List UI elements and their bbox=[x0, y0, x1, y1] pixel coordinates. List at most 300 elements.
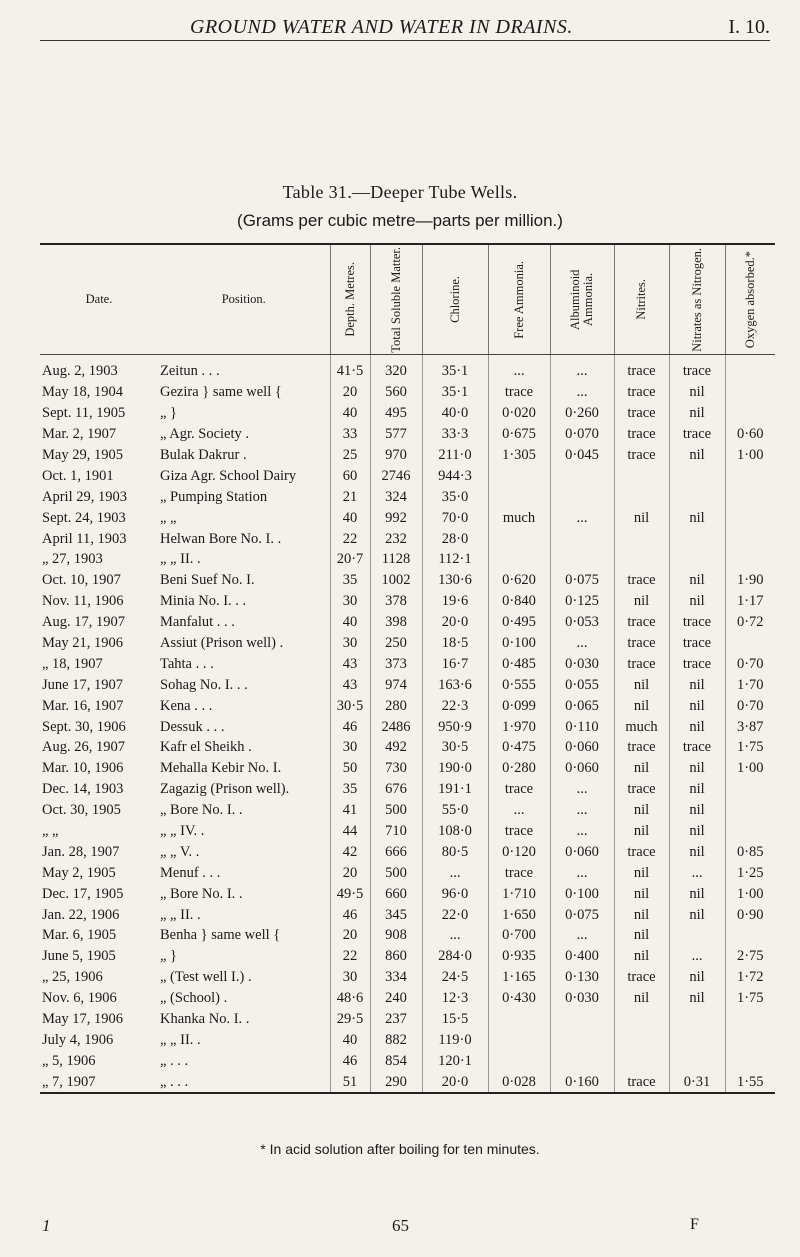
cell-position: Assiut (Prison well) . bbox=[160, 635, 284, 652]
cell-nitrates: nil bbox=[669, 507, 725, 528]
cell-oxygen-absorbed bbox=[725, 800, 775, 821]
cell-position: Beni Suef No. I. bbox=[160, 572, 255, 589]
cell-free-ammonia: 0·028 bbox=[488, 1071, 550, 1092]
table-row bbox=[40, 355, 775, 382]
cell-nitrates: nil bbox=[669, 695, 725, 716]
cell-oxygen-absorbed: 1·17 bbox=[725, 591, 775, 612]
cell-nitrites: trace bbox=[614, 967, 669, 988]
cell-chlorine: 35·1 bbox=[422, 355, 488, 382]
cell-nitrates: nil bbox=[669, 779, 725, 800]
cell-albuminoid-ammonia: 0·160 bbox=[550, 1071, 614, 1092]
cell-free-ammonia: 1·165 bbox=[488, 967, 550, 988]
cell-depth: 48·6 bbox=[330, 988, 370, 1009]
table-row bbox=[40, 967, 775, 988]
cell-nitrates: trace bbox=[669, 633, 725, 654]
cell-position: Bulak Dakrur . bbox=[160, 447, 247, 463]
cell-depth: 42 bbox=[330, 841, 370, 862]
cell-date: „ 5, 1906 bbox=[42, 1052, 96, 1069]
cell-chlorine: 190·0 bbox=[422, 758, 488, 779]
cell-nitrites: trace bbox=[614, 653, 669, 674]
cell-chlorine: 20·0 bbox=[422, 1071, 488, 1092]
cell-total-soluble: 676 bbox=[370, 779, 422, 800]
cell-free-ammonia: 0·430 bbox=[488, 988, 550, 1009]
cell-oxygen-absorbed: 1·75 bbox=[725, 737, 775, 758]
cell-chlorine: 40·0 bbox=[422, 403, 488, 424]
header-depth: Depth. Metres. bbox=[330, 245, 370, 355]
cell-date: May 17, 1906 bbox=[42, 1011, 123, 1028]
table-row bbox=[40, 1050, 775, 1071]
header-free-ammonia: Free Ammonia. bbox=[488, 245, 550, 355]
cell-depth: 40 bbox=[330, 403, 370, 424]
cell-date: Dec. 14, 1903 bbox=[42, 781, 124, 798]
cell-free-ammonia: 0·120 bbox=[488, 841, 550, 862]
cell-nitrites: trace bbox=[614, 424, 669, 445]
cell-free-ammonia: 1·650 bbox=[488, 904, 550, 925]
header-nitrites: Nitrites. bbox=[614, 245, 669, 355]
cell-oxygen-absorbed: 1·00 bbox=[725, 883, 775, 904]
cell-nitrates: 0·31 bbox=[669, 1071, 725, 1092]
header-row bbox=[40, 245, 775, 355]
page-number: 65 bbox=[392, 1216, 409, 1235]
cell-free-ammonia: 0·935 bbox=[488, 946, 550, 967]
cell-nitrates: ... bbox=[669, 862, 725, 883]
table-row bbox=[40, 633, 775, 654]
cell-chlorine: 96·0 bbox=[422, 883, 488, 904]
cell-free-ammonia: much bbox=[488, 507, 550, 528]
cell-nitrates: nil bbox=[669, 570, 725, 591]
header-oxygen-absorbed: Oxygen absorbed.* bbox=[725, 245, 775, 355]
cell-nitrites bbox=[614, 549, 669, 570]
table-row bbox=[40, 800, 775, 821]
cell-date: May 29, 1905 bbox=[42, 447, 123, 463]
cell-total-soluble: 710 bbox=[370, 821, 422, 842]
cell-depth: 41 bbox=[330, 800, 370, 821]
cell-position: Kafr el Sheikh . bbox=[160, 739, 252, 756]
cell-free-ammonia: 1·970 bbox=[488, 716, 550, 737]
cell-nitrates: nil bbox=[669, 591, 725, 612]
cell-free-ammonia: trace bbox=[488, 779, 550, 800]
cell-nitrates: nil bbox=[669, 716, 725, 737]
cell-nitrites: trace bbox=[614, 612, 669, 633]
cell-date: May 21, 1906 bbox=[42, 635, 123, 652]
cell-oxygen-absorbed: 0·70 bbox=[725, 695, 775, 716]
cell-nitrites: nil bbox=[614, 758, 669, 779]
cell-oxygen-absorbed bbox=[725, 1050, 775, 1071]
cell-total-soluble: 237 bbox=[370, 1009, 422, 1030]
cell-depth: 22 bbox=[330, 946, 370, 967]
cell-albuminoid-ammonia: 0·060 bbox=[550, 758, 614, 779]
cell-total-soluble: 992 bbox=[370, 507, 422, 528]
table-row bbox=[40, 528, 775, 549]
cell-position: „ „ bbox=[160, 509, 177, 526]
cell-albuminoid-ammonia: 0·070 bbox=[550, 424, 614, 445]
cell-free-ammonia: 0·099 bbox=[488, 695, 550, 716]
cell-oxygen-absorbed: 0·72 bbox=[725, 612, 775, 633]
cell-oxygen-absorbed bbox=[725, 925, 775, 946]
cell-oxygen-absorbed: 0·60 bbox=[725, 424, 775, 445]
cell-nitrites: nil bbox=[614, 904, 669, 925]
cell-position: Giza Agr. School Dairy bbox=[160, 467, 297, 484]
cell-total-soluble: 398 bbox=[370, 612, 422, 633]
cell-position: Manfalut . . . bbox=[160, 614, 235, 631]
cell-total-soluble: 500 bbox=[370, 800, 422, 821]
cell-total-soluble: 345 bbox=[370, 904, 422, 925]
cell-chlorine: 20·0 bbox=[422, 612, 488, 633]
cell-nitrates bbox=[669, 465, 725, 486]
cell-oxygen-absorbed bbox=[725, 779, 775, 800]
cell-nitrates bbox=[669, 1009, 725, 1030]
cell-position: „ (Test well I.) . bbox=[160, 969, 252, 986]
cell-oxygen-absorbed: 1·55 bbox=[725, 1071, 775, 1092]
cell-chlorine: ... bbox=[422, 862, 488, 883]
header-date: Date. bbox=[40, 245, 158, 355]
cell-oxygen-absorbed: 1·70 bbox=[725, 674, 775, 695]
table-row bbox=[40, 653, 775, 674]
table-row bbox=[40, 591, 775, 612]
cell-oxygen-absorbed: 0·70 bbox=[725, 653, 775, 674]
cell-date: Mar. 16, 1907 bbox=[42, 697, 124, 714]
cell-total-soluble: 1002 bbox=[370, 570, 422, 591]
table-row bbox=[40, 507, 775, 528]
cell-nitrites: nil bbox=[614, 507, 669, 528]
cell-chlorine: 30·5 bbox=[422, 737, 488, 758]
cell-depth: 41·5 bbox=[330, 355, 370, 382]
table-row bbox=[40, 695, 775, 716]
cell-total-soluble: 290 bbox=[370, 1071, 422, 1092]
cell-depth: 43 bbox=[330, 653, 370, 674]
cell-chlorine: 19·6 bbox=[422, 591, 488, 612]
cell-total-soluble: 666 bbox=[370, 841, 422, 862]
table-subtitle: (Grams per cubic metre—parts per million.) bbox=[237, 211, 563, 230]
cell-free-ammonia: 0·700 bbox=[488, 925, 550, 946]
cell-date: Oct. 10, 1907 bbox=[42, 572, 121, 589]
header-chlorine: Chlorine. bbox=[422, 245, 488, 355]
cell-date: „ 27, 1903 bbox=[42, 551, 103, 568]
cell-albuminoid-ammonia: 0·065 bbox=[550, 695, 614, 716]
cell-nitrates: trace bbox=[669, 737, 725, 758]
cell-nitrites: nil bbox=[614, 821, 669, 842]
cell-total-soluble: 970 bbox=[370, 445, 422, 466]
cell-oxygen-absorbed bbox=[725, 1030, 775, 1051]
table-row bbox=[40, 925, 775, 946]
cell-albuminoid-ammonia bbox=[550, 1009, 614, 1030]
cell-nitrates: nil bbox=[669, 758, 725, 779]
cell-depth: 35 bbox=[330, 570, 370, 591]
cell-depth: 46 bbox=[330, 716, 370, 737]
cell-albuminoid-ammonia: 0·110 bbox=[550, 716, 614, 737]
cell-total-soluble: 854 bbox=[370, 1050, 422, 1071]
cell-date: Mar. 2, 1907 bbox=[42, 426, 117, 443]
cell-albuminoid-ammonia bbox=[550, 528, 614, 549]
cell-total-soluble: 974 bbox=[370, 674, 422, 695]
cell-chlorine: 16·7 bbox=[422, 653, 488, 674]
cell-free-ammonia bbox=[488, 1030, 550, 1051]
table-row bbox=[40, 841, 775, 862]
cell-oxygen-absorbed bbox=[725, 403, 775, 424]
cell-nitrites: trace bbox=[614, 633, 669, 654]
table-row bbox=[40, 883, 775, 904]
cell-free-ammonia bbox=[488, 1009, 550, 1030]
cell-nitrates bbox=[669, 1030, 725, 1051]
cell-albuminoid-ammonia: 0·055 bbox=[550, 674, 614, 695]
cell-free-ammonia bbox=[488, 549, 550, 570]
cell-total-soluble: 373 bbox=[370, 653, 422, 674]
cell-free-ammonia: 0·020 bbox=[488, 403, 550, 424]
cell-depth: 30·5 bbox=[330, 695, 370, 716]
cell-position: „ Bore No. I. . bbox=[160, 802, 243, 819]
table-row bbox=[40, 779, 775, 800]
cell-oxygen-absorbed: 1·00 bbox=[725, 445, 775, 466]
cell-chlorine: 35·0 bbox=[422, 486, 488, 507]
cell-depth: 46 bbox=[330, 1050, 370, 1071]
running-head-title: GROUND WATER AND WATER IN DRAINS. bbox=[190, 16, 573, 38]
cell-position: Kena . . . bbox=[160, 697, 213, 714]
cell-albuminoid-ammonia: ... bbox=[550, 382, 614, 403]
cell-albuminoid-ammonia: 0·260 bbox=[550, 403, 614, 424]
cell-nitrates: trace bbox=[669, 355, 725, 382]
cell-depth: 20 bbox=[330, 382, 370, 403]
cell-date: Nov. 11, 1906 bbox=[42, 593, 124, 610]
cell-date: Nov. 6, 1906 bbox=[42, 990, 117, 1007]
cell-depth: 25 bbox=[330, 445, 370, 466]
cell-total-soluble: 232 bbox=[370, 528, 422, 549]
cell-depth: 40 bbox=[330, 612, 370, 633]
cell-position: „ . . . bbox=[160, 1052, 189, 1069]
cell-depth: 21 bbox=[330, 486, 370, 507]
table-row bbox=[40, 465, 775, 486]
cell-depth: 30 bbox=[330, 633, 370, 654]
cell-depth: 35 bbox=[330, 779, 370, 800]
cell-total-soluble: 660 bbox=[370, 883, 422, 904]
table-row bbox=[40, 1030, 775, 1051]
cell-chlorine: 55·0 bbox=[422, 800, 488, 821]
table-row bbox=[40, 904, 775, 925]
cell-depth: 60 bbox=[330, 465, 370, 486]
cell-nitrates: nil bbox=[669, 967, 725, 988]
cell-position: Dessuk . . . bbox=[160, 718, 225, 735]
cell-total-soluble: 860 bbox=[370, 946, 422, 967]
cell-date: Aug. 2, 1903 bbox=[42, 363, 118, 380]
cell-depth: 33 bbox=[330, 424, 370, 445]
cell-nitrites: trace bbox=[614, 1071, 669, 1092]
cell-free-ammonia: 0·555 bbox=[488, 674, 550, 695]
cell-nitrates bbox=[669, 549, 725, 570]
cell-nitrates bbox=[669, 1050, 725, 1071]
cell-nitrites: trace bbox=[614, 403, 669, 424]
cell-position: Zeitun . . . bbox=[160, 363, 220, 380]
cell-nitrites bbox=[614, 1050, 669, 1071]
cell-chlorine: 108·0 bbox=[422, 821, 488, 842]
cell-nitrites: nil bbox=[614, 800, 669, 821]
cell-position: „ (School) . bbox=[160, 990, 228, 1007]
cell-nitrates: nil bbox=[669, 841, 725, 862]
cell-nitrates bbox=[669, 925, 725, 946]
cell-albuminoid-ammonia bbox=[550, 549, 614, 570]
cell-position: „ } bbox=[160, 405, 178, 422]
cell-oxygen-absorbed: 3·87 bbox=[725, 716, 775, 737]
cell-albuminoid-ammonia: 0·060 bbox=[550, 737, 614, 758]
cell-position: „ „ II. . bbox=[160, 906, 201, 923]
table-row bbox=[40, 403, 775, 424]
cell-depth: 20·7 bbox=[330, 549, 370, 570]
cell-nitrites bbox=[614, 1009, 669, 1030]
cell-total-soluble: 882 bbox=[370, 1030, 422, 1051]
cell-albuminoid-ammonia: ... bbox=[550, 355, 614, 382]
cell-total-soluble: 492 bbox=[370, 737, 422, 758]
cell-chlorine: 80·5 bbox=[422, 841, 488, 862]
cell-nitrites bbox=[614, 465, 669, 486]
cell-albuminoid-ammonia: ... bbox=[550, 800, 614, 821]
cell-oxygen-absorbed: 0·85 bbox=[725, 841, 775, 862]
cell-chlorine: 35·1 bbox=[422, 382, 488, 403]
cell-date: „ 18, 1907 bbox=[42, 655, 103, 672]
cell-nitrites: nil bbox=[614, 988, 669, 1009]
header-nitrates: Nitrates as Nitrogen. bbox=[669, 245, 725, 355]
cell-albuminoid-ammonia: 0·030 bbox=[550, 988, 614, 1009]
cell-depth: 22 bbox=[330, 528, 370, 549]
cell-free-ammonia: 0·280 bbox=[488, 758, 550, 779]
cell-oxygen-absorbed: 1·00 bbox=[725, 758, 775, 779]
cell-free-ammonia bbox=[488, 486, 550, 507]
cell-albuminoid-ammonia: ... bbox=[550, 507, 614, 528]
cell-total-soluble: 240 bbox=[370, 988, 422, 1009]
cell-position: „ Bore No. I. . bbox=[160, 885, 243, 902]
cell-oxygen-absorbed bbox=[725, 465, 775, 486]
cell-nitrates: nil bbox=[669, 403, 725, 424]
cell-position: Gezira } same well { bbox=[160, 384, 282, 401]
cell-total-soluble: 280 bbox=[370, 695, 422, 716]
cell-nitrites: trace bbox=[614, 382, 669, 403]
cell-position: „ „ II. . bbox=[160, 1031, 201, 1048]
cell-position: Tahta . . . bbox=[160, 655, 214, 672]
cell-date: „ „ bbox=[42, 823, 59, 840]
cell-nitrites: much bbox=[614, 716, 669, 737]
cell-nitrates: trace bbox=[669, 424, 725, 445]
table-bottom-rule bbox=[40, 1092, 775, 1094]
cell-depth: 30 bbox=[330, 967, 370, 988]
cell-position: „ „ II. . bbox=[160, 551, 201, 568]
cell-date: Sept. 11, 1905 bbox=[42, 405, 126, 422]
cell-date: April 29, 1903 bbox=[42, 488, 127, 505]
table-row bbox=[40, 570, 775, 591]
cell-chlorine: 284·0 bbox=[422, 946, 488, 967]
cell-position: Minia No. I. . . bbox=[160, 593, 247, 610]
cell-nitrates: nil bbox=[669, 445, 725, 466]
cell-nitrates: trace bbox=[669, 612, 725, 633]
cell-date: July 4, 1906 bbox=[42, 1031, 114, 1048]
cell-oxygen-absorbed bbox=[725, 355, 775, 382]
table-row bbox=[40, 737, 775, 758]
cell-nitrates: nil bbox=[669, 800, 725, 821]
table-title: Table 31.—Deeper Tube Wells. bbox=[282, 182, 518, 202]
cell-albuminoid-ammonia: 0·400 bbox=[550, 946, 614, 967]
cell-date: Mar. 6, 1905 bbox=[42, 927, 117, 944]
cell-date: Dec. 17, 1905 bbox=[42, 885, 124, 902]
table-row bbox=[40, 821, 775, 842]
table-row bbox=[40, 445, 775, 466]
cell-albuminoid-ammonia: ... bbox=[550, 821, 614, 842]
cell-albuminoid-ammonia: 0·053 bbox=[550, 612, 614, 633]
data-table bbox=[40, 245, 775, 1092]
cell-nitrates bbox=[669, 528, 725, 549]
cell-position: Menuf . . . bbox=[160, 864, 221, 881]
cell-position: Mehalla Kebir No. I. bbox=[160, 760, 282, 777]
table-row bbox=[40, 862, 775, 883]
cell-date: Sept. 30, 1906 bbox=[42, 718, 126, 735]
cell-chlorine: 163·6 bbox=[422, 674, 488, 695]
cell-chlorine: 70·0 bbox=[422, 507, 488, 528]
cell-date: „ 25, 1906 bbox=[42, 969, 103, 986]
cell-oxygen-absorbed: 1·72 bbox=[725, 967, 775, 988]
cell-nitrates: nil bbox=[669, 674, 725, 695]
cell-depth: 29·5 bbox=[330, 1009, 370, 1030]
cell-position: „ „ IV. . bbox=[160, 823, 205, 840]
cell-chlorine: 33·3 bbox=[422, 424, 488, 445]
cell-albuminoid-ammonia bbox=[550, 1050, 614, 1071]
cell-oxygen-absorbed bbox=[725, 528, 775, 549]
cell-free-ammonia: ... bbox=[488, 355, 550, 382]
table-row bbox=[40, 946, 775, 967]
cell-position: „ Pumping Station bbox=[160, 488, 268, 505]
cell-chlorine: 944·3 bbox=[422, 465, 488, 486]
cell-nitrites bbox=[614, 1030, 669, 1051]
cell-depth: 40 bbox=[330, 507, 370, 528]
cell-oxygen-absorbed bbox=[725, 507, 775, 528]
cell-nitrites bbox=[614, 486, 669, 507]
cell-oxygen-absorbed: 2·75 bbox=[725, 946, 775, 967]
header-total-soluble: Total Soluble Matter. bbox=[370, 245, 422, 355]
cell-nitrites: trace bbox=[614, 570, 669, 591]
table-row bbox=[40, 1071, 775, 1092]
cell-albuminoid-ammonia: 0·075 bbox=[550, 570, 614, 591]
cell-oxygen-absorbed: 1·25 bbox=[725, 862, 775, 883]
cell-total-soluble: 1128 bbox=[370, 549, 422, 570]
cell-total-soluble: 320 bbox=[370, 355, 422, 382]
cell-albuminoid-ammonia: ... bbox=[550, 779, 614, 800]
table-row bbox=[40, 674, 775, 695]
cell-free-ammonia: 0·475 bbox=[488, 737, 550, 758]
cell-albuminoid-ammonia bbox=[550, 1030, 614, 1051]
cell-nitrates: nil bbox=[669, 883, 725, 904]
table-row bbox=[40, 486, 775, 507]
cell-oxygen-absorbed bbox=[725, 549, 775, 570]
cell-albuminoid-ammonia: 0·130 bbox=[550, 967, 614, 988]
cell-albuminoid-ammonia: ... bbox=[550, 862, 614, 883]
table-row bbox=[40, 549, 775, 570]
cell-nitrites bbox=[614, 528, 669, 549]
cell-oxygen-absorbed bbox=[725, 486, 775, 507]
cell-depth: 40 bbox=[330, 1030, 370, 1051]
cell-chlorine: 130·6 bbox=[422, 570, 488, 591]
cell-oxygen-absorbed bbox=[725, 633, 775, 654]
cell-albuminoid-ammonia: 0·030 bbox=[550, 653, 614, 674]
cell-depth: 20 bbox=[330, 925, 370, 946]
table-body bbox=[40, 355, 775, 1093]
cell-nitrates: nil bbox=[669, 988, 725, 1009]
cell-albuminoid-ammonia: ... bbox=[550, 633, 614, 654]
cell-albuminoid-ammonia bbox=[550, 486, 614, 507]
cell-date: „ 7, 1907 bbox=[42, 1073, 96, 1090]
cell-total-soluble: 2486 bbox=[370, 716, 422, 737]
cell-date: Oct. 30, 1905 bbox=[42, 802, 121, 819]
cell-total-soluble: 2746 bbox=[370, 465, 422, 486]
cell-date: Jan. 28, 1907 bbox=[42, 843, 120, 860]
cell-position: „ Agr. Society . bbox=[160, 426, 250, 443]
cell-oxygen-absorbed: 1·75 bbox=[725, 988, 775, 1009]
cell-oxygen-absorbed: 0·90 bbox=[725, 904, 775, 925]
cell-date: April 11, 1903 bbox=[42, 530, 127, 547]
cell-position: Zagazig (Prison well). bbox=[160, 781, 290, 798]
